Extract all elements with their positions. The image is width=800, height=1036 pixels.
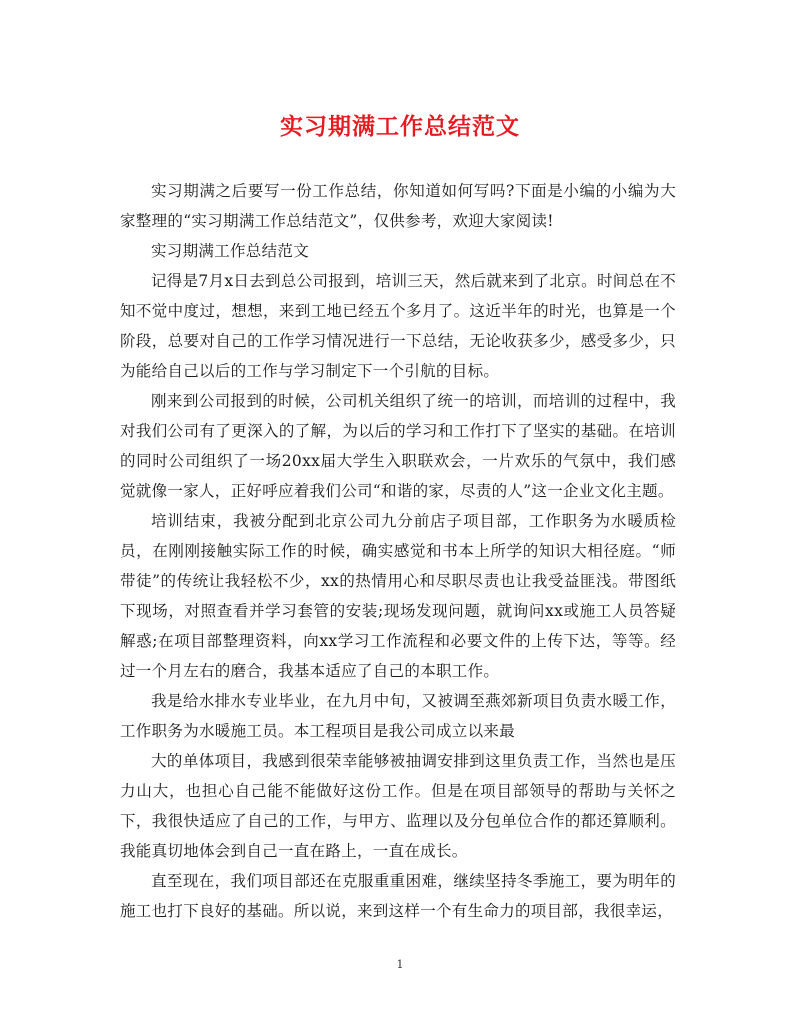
paragraph-arrival: 记得是7月x日去到总公司报到，培训三天，然后就来到了北京。时间总在不知不觉中度过，想想，来到工地已经五个多月了。这近半年的时光，也算是一个阶段，总要对自己的工作学习情况进行一下总结，无论收获多少，感受多少，只为能给自己以后的工作与学习制定下一个引航的目标。 [120,272,676,380]
document-body [120,176,676,926]
paragraph-subtitle: 实习期满工作总结范文 [151,242,310,260]
paragraph-training: 刚来到公司报到的时候，公司机关组织了统一的培训，而培训的过程中，我对我们公司有了更深入的了解，为以后的学习和工作打下了坚实的基础。在培训的同时公司组织了一场20xx届大学生入职联欢会，一片欢乐的气氛中，我们感觉就像一家人，正好呼应着我们公司“和谐的家，尽责的人”这一企业文化主题。 [120,392,676,500]
paragraph-current: 直至现在，我们项目部还在克服重重困难，继续坚持冬季施工，要为明年的施工也打下良好的基础。所以说，来到这样一个有生命力的项目部，我很幸运， [120,872,676,920]
paragraph-transfer: 我是给水排水专业毕业，在九月中旬，又被调至燕郊新项目负责水暖工作，工作职务为水暖施工员。本工程项目是我公司成立以来最 [120,692,676,740]
paragraph-intro: 实习期满之后要写一份工作总结，你知道如何写吗?下面是小编的小编为大家整理的“实习期满工作总结范文”，仅供参考，欢迎大家阅读! [120,182,676,230]
paragraph-project: 大的单体项目，我感到很荣幸能够被抽调安排到这里负责工作，当然也是压力山大，也担心自己能不能做好这份工作。但是在项目部领导的帮助与关怀之下，我很快适应了自己的工作，与甲方、监理以及分包单位合作的都还算顺利。我能真切地体会到自己一直在路上，一直在成长。 [120,752,676,860]
page-number: 1 [396,958,404,971]
paragraph-assignment: 培训结束，我被分配到北京公司九分前店子项目部，工作职务为水暖质检员，在刚刚接触实际工作的时候，确实感觉和书本上所学的知识大相径庭。“师带徒”的传统让我轻松不少，xx的热情用心和尽职尽责也让我受益匪浅。带图纸下现场，对照查看并学习套管的安装;现场发现问题，就询问xx或施工人员答疑解惑;在项目部整理资料，向xx学习工作流程和必要文件的上传下达，等等。经过一个月左右的磨合，我基本适应了自己的本职工作。 [120,512,676,680]
document-title: 实习期满工作总结范文 [280,114,520,140]
